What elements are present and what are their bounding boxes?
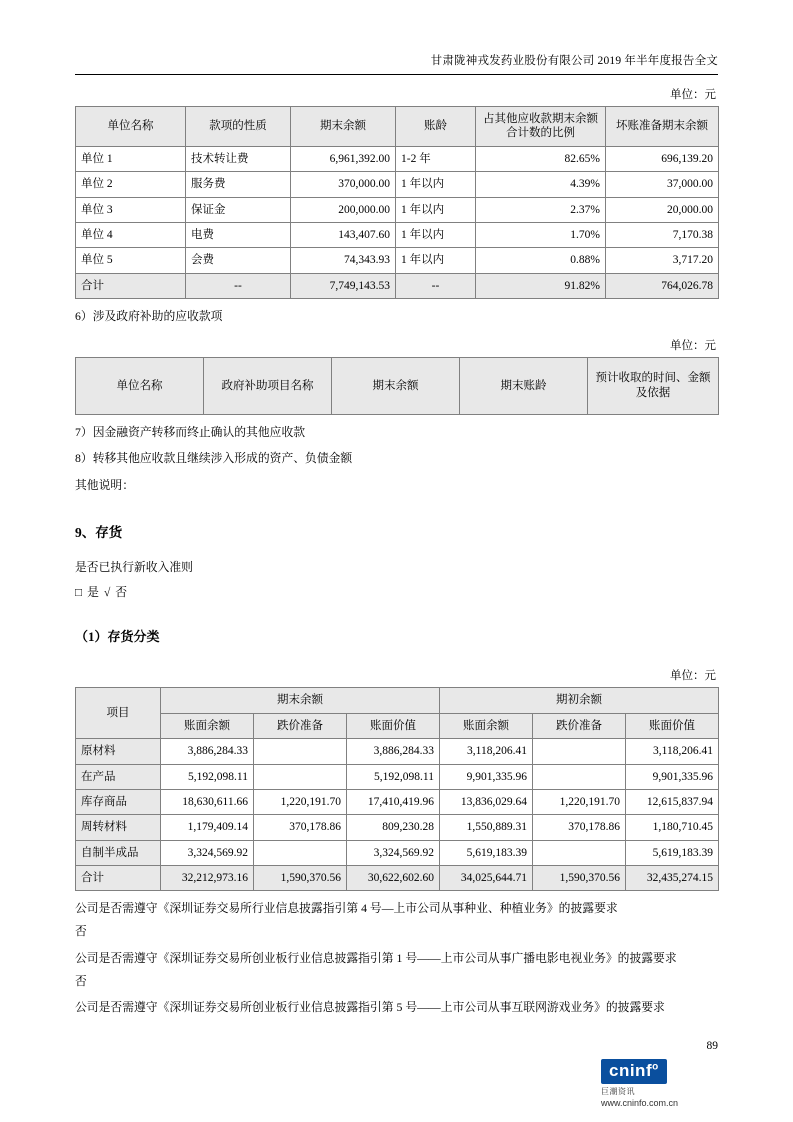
table-row [76, 764, 719, 789]
cell-end-book-balance: 5,192,098.11 [161, 764, 254, 789]
other-note: 其他说明： [75, 478, 134, 493]
cell-begin-provision [533, 764, 626, 789]
cell-total-end-provision: 1,590,370.56 [254, 866, 347, 891]
table-header-row [76, 107, 719, 147]
table-header-row-group [76, 688, 719, 713]
col-group-beginning: 期初余额 [440, 688, 719, 713]
cell-nature: 会费 [186, 248, 291, 273]
col-group-ending: 期末余额 [161, 688, 440, 713]
cell-total-begin-book-value: 32,435,274.15 [626, 866, 719, 891]
cell-total-nature: -- [186, 273, 291, 298]
cell-aging: 1 年以内 [396, 222, 476, 247]
cell-unit-name: 单位 5 [76, 248, 186, 273]
table-row [76, 222, 719, 247]
compliance-question-2: 公司是否需遵守《深圳证券交易所创业板行业信息披露指引第 1 号——上市公司从事广播电影电视业务》的披露要求 [75, 950, 677, 965]
col-end-provision: 跌价准备 [254, 713, 347, 738]
item-6-title: 6）涉及政府补助的应收款项 [75, 309, 223, 323]
cell-unit-name: 单位 2 [76, 172, 186, 197]
cell-unit-name: 单位 4 [76, 222, 186, 247]
cell-begin-book-balance: 5,619,183.39 [440, 840, 533, 865]
subsection-title-inventory-classification: （1）存货分类 [75, 629, 160, 645]
cell-begin-book-balance: 1,550,889.31 [440, 815, 533, 840]
col-begin-book-balance: 账面余额 [440, 713, 533, 738]
cell-aging: 1 年以内 [396, 248, 476, 273]
cell-nature: 保证金 [186, 197, 291, 222]
header-divider [75, 74, 718, 75]
compliance-question-1: 公司是否需遵守《深圳证券交易所行业信息披露指引第 4 号—上市公司从事种业、种植业务》的披露要求 [75, 901, 618, 916]
col-expected-collection: 预计收取的时间、金额及依据 [588, 357, 719, 414]
unit-label-1: 单位：元 [670, 89, 716, 101]
cell-end-provision: 370,178.86 [254, 815, 347, 840]
unit-label-3: 单位：元 [670, 670, 716, 683]
logo-badge [601, 1059, 667, 1084]
cell-nature: 服务费 [186, 172, 291, 197]
inventory-classification-table [75, 687, 719, 891]
cninfo-logo [601, 1059, 731, 1108]
table-row [76, 739, 719, 764]
table-row [76, 815, 719, 840]
col-item: 项目 [76, 688, 161, 739]
logo-superscript: o [652, 1061, 659, 1073]
cell-begin-provision [533, 840, 626, 865]
cell-bad-debt: 7,170.38 [606, 222, 719, 247]
cell-end-provision [254, 739, 347, 764]
compliance-answer-2: 否 [75, 973, 87, 988]
cell-begin-book-balance: 3,118,206.41 [440, 739, 533, 764]
table-row [76, 840, 719, 865]
cell-total-proportion: 91.82% [476, 273, 606, 298]
table-total-row [76, 273, 719, 298]
cell-total-bad-debt: 764,026.78 [606, 273, 719, 298]
cell-end-book-value: 809,230.28 [347, 815, 440, 840]
cell-end-book-balance: 18,630,611.66 [161, 789, 254, 814]
cell-end-book-value: 5,192,098.11 [347, 764, 440, 789]
col-subsidy-project: 政府补助项目名称 [204, 357, 332, 414]
cell-begin-provision: 370,178.86 [533, 815, 626, 840]
col-ending-balance: 期末余额 [332, 357, 460, 414]
cell-begin-book-balance: 13,836,029.64 [440, 789, 533, 814]
col-unit-name: 单位名称 [76, 107, 186, 147]
cell-end-book-balance: 3,886,284.33 [161, 739, 254, 764]
cell-end-book-balance: 3,324,569.92 [161, 840, 254, 865]
table-header-row-sub [76, 713, 719, 738]
cell-aging: 1 年以内 [396, 197, 476, 222]
cell-proportion: 1.70% [476, 222, 606, 247]
cell-ending-balance: 370,000.00 [291, 172, 396, 197]
col-begin-provision: 跌价准备 [533, 713, 626, 738]
new-revenue-standard-answer[interactable]: □ 是 √ 否 [75, 585, 129, 600]
cell-item: 自制半成品 [76, 840, 161, 865]
cell-item: 原材料 [76, 739, 161, 764]
cell-end-book-balance: 1,179,409.14 [161, 815, 254, 840]
cell-end-book-value: 3,886,284.33 [347, 739, 440, 764]
table-row [76, 197, 719, 222]
cell-bad-debt: 37,000.00 [606, 172, 719, 197]
cell-end-book-value: 17,410,419.96 [347, 789, 440, 814]
col-unit-name: 单位名称 [76, 357, 204, 414]
cell-bad-debt: 20,000.00 [606, 197, 719, 222]
cell-ending-balance: 143,407.60 [291, 222, 396, 247]
cell-proportion: 4.39% [476, 172, 606, 197]
cell-nature: 技术转让费 [186, 146, 291, 171]
cell-item: 周转材料 [76, 815, 161, 840]
other-receivables-table [75, 106, 719, 299]
col-ending-balance: 期末余额 [291, 107, 396, 147]
cell-end-provision: 1,220,191.70 [254, 789, 347, 814]
new-revenue-standard-question: 是否已执行新收入准则 [75, 559, 193, 574]
cell-begin-book-value: 3,118,206.41 [626, 739, 719, 764]
cell-begin-book-value: 12,615,837.94 [626, 789, 719, 814]
cell-total-ending-balance: 7,749,143.53 [291, 273, 396, 298]
cell-begin-book-value: 1,180,710.45 [626, 815, 719, 840]
section-title-inventory: 9、存货 [75, 524, 123, 540]
cell-unit-name: 单位 3 [76, 197, 186, 222]
logo-subtitle: 巨潮资讯 [601, 1087, 635, 1096]
logo-text: cninf [609, 1061, 653, 1080]
cell-ending-balance: 6,961,392.00 [291, 146, 396, 171]
table-row [76, 172, 719, 197]
cell-ending-balance: 74,343.93 [291, 248, 396, 273]
compliance-question-3: 公司是否需遵守《深圳证券交易所创业板行业信息披露指引第 5 号——上市公司从事互联网游戏业务》的披露要求 [75, 1000, 665, 1015]
cell-total-begin-book-balance: 34,025,644.71 [440, 866, 533, 891]
col-ending-aging: 期末账龄 [460, 357, 588, 414]
cell-begin-book-value: 9,901,335.96 [626, 764, 719, 789]
page-number: 89 [706, 1040, 718, 1052]
cell-total-aging: -- [396, 273, 476, 298]
cell-unit-name: 单位 1 [76, 146, 186, 171]
col-end-book-value: 账面价值 [347, 713, 440, 738]
table-row [76, 146, 719, 171]
col-begin-book-value: 账面价值 [626, 713, 719, 738]
col-aging: 账龄 [396, 107, 476, 147]
unit-label-2: 单位：元 [670, 339, 716, 352]
cell-proportion: 0.88% [476, 248, 606, 273]
compliance-answer-1: 否 [75, 924, 87, 939]
cell-item: 库存商品 [76, 789, 161, 814]
cell-total-label: 合计 [76, 866, 161, 891]
cell-begin-provision [533, 739, 626, 764]
cell-end-provision [254, 840, 347, 865]
cell-begin-book-balance: 9,901,335.96 [440, 764, 533, 789]
government-subsidy-table [75, 357, 719, 415]
table-row [76, 789, 719, 814]
table-total-row [76, 866, 719, 891]
table-header-row [76, 357, 719, 414]
cell-aging: 1-2 年 [396, 146, 476, 171]
cell-nature: 电费 [186, 222, 291, 247]
cell-bad-debt: 3,717.20 [606, 248, 719, 273]
cell-item: 在产品 [76, 764, 161, 789]
item-8-note: 8）转移其他应收款且继续涉入形成的资产、负债金额 [75, 451, 353, 466]
cell-total-end-book-balance: 32,212,973.16 [161, 866, 254, 891]
cell-begin-provision: 1,220,191.70 [533, 789, 626, 814]
col-nature: 款项的性质 [186, 107, 291, 147]
col-bad-debt: 坏账准备期末余额 [606, 107, 719, 147]
cell-end-book-value: 3,324,569.92 [347, 840, 440, 865]
col-end-book-balance: 账面余额 [161, 713, 254, 738]
cell-begin-book-value: 5,619,183.39 [626, 840, 719, 865]
cell-proportion: 82.65% [476, 146, 606, 171]
col-proportion: 占其他应收款期末余额合计数的比例 [476, 107, 606, 147]
cell-aging: 1 年以内 [396, 172, 476, 197]
table-row [76, 248, 719, 273]
cell-total-label: 合计 [76, 273, 186, 298]
logo-url: www.cninfo.com.cn [601, 1098, 679, 1108]
cell-end-provision [254, 764, 347, 789]
cell-total-end-book-value: 30,622,602.60 [347, 866, 440, 891]
cell-ending-balance: 200,000.00 [291, 197, 396, 222]
cell-total-begin-provision: 1,590,370.56 [533, 866, 626, 891]
header-title: 甘肃陇神戎发药业股份有限公司 2019 年半年度报告全文 [430, 55, 718, 67]
cell-proportion: 2.37% [476, 197, 606, 222]
item-7-note: 7）因金融资产转移而终止确认的其他应收款 [75, 424, 306, 439]
cell-bad-debt: 696,139.20 [606, 146, 719, 171]
page-header [75, 0, 718, 75]
